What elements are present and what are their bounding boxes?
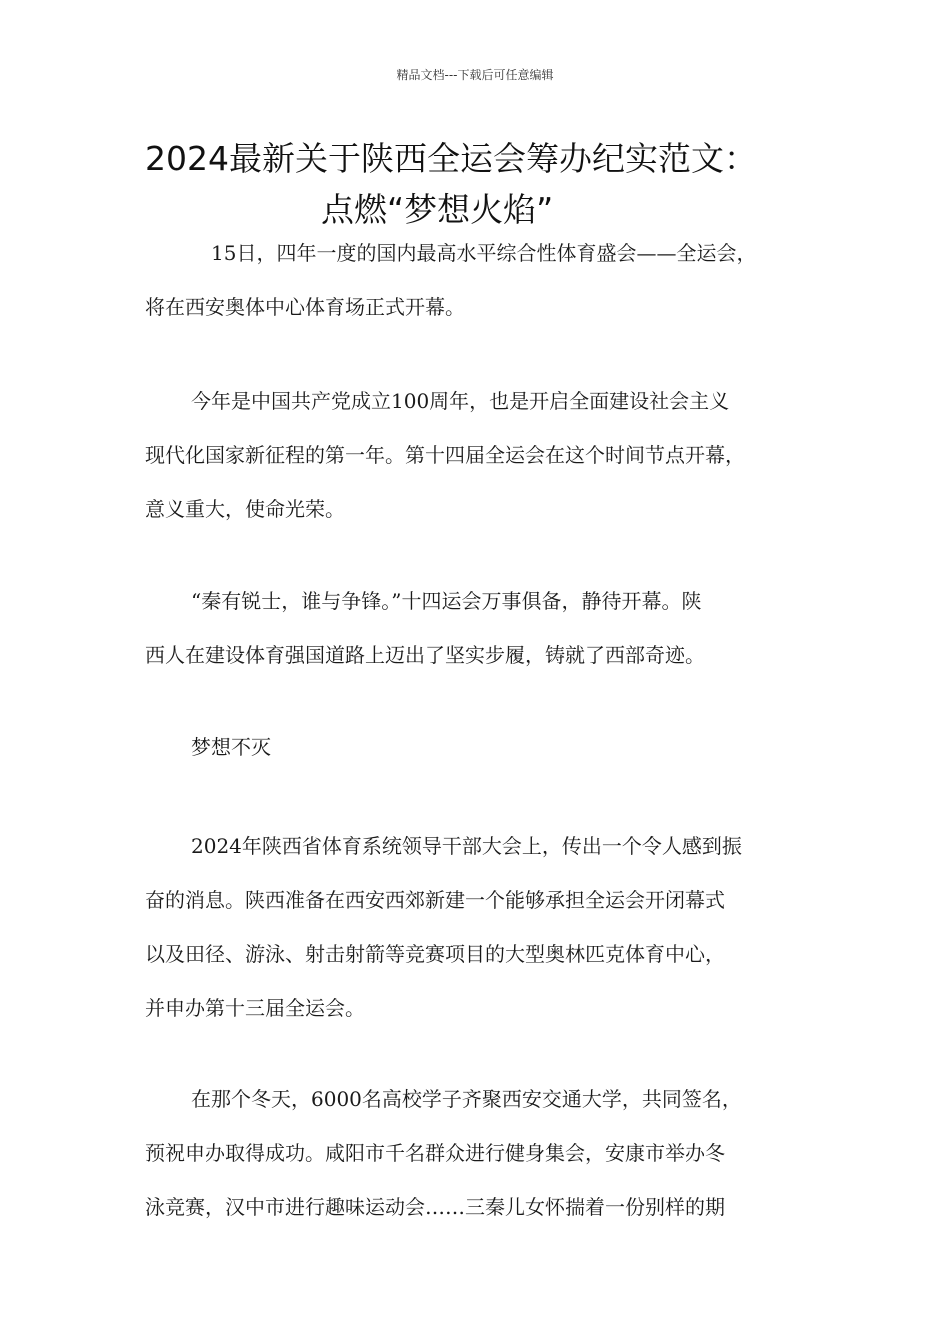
paragraph-line: 2024年陕西省体育系统领导干部大会上，传出一个令人感到振 xyxy=(191,834,742,858)
paragraph-line: 意义重大，使命光荣。 xyxy=(145,497,345,521)
document-title-line-2: 点燃“梦想火焰” xyxy=(321,190,554,229)
header-note: 精品文档---下载后可任意编辑 xyxy=(396,68,554,82)
paragraph-line: 预祝申办取得成功。咸阳市千名群众进行健身集会，安康市举办冬 xyxy=(145,1141,725,1165)
paragraph-line: 今年是中国共产党成立100周年，也是开启全面建设社会主义 xyxy=(191,389,730,413)
paragraph-line: “秦有锐士，谁与争锋。”十四运会万事俱备，静待开幕。陕 xyxy=(191,589,702,613)
paragraph-line: 并申办第十三届全运会。 xyxy=(145,996,365,1020)
paragraph-line: 在那个冬天，6000名高校学子齐聚西安交通大学，共同签名， xyxy=(191,1087,742,1111)
paragraph-3 xyxy=(145,574,815,682)
document-title-line-1: 2024最新关于陕西全运会筹办纪实范文： xyxy=(145,139,757,178)
paragraph-line: 将在西安奥体中心体育场正式开幕。 xyxy=(145,295,465,319)
paragraph-6 xyxy=(145,1072,815,1234)
paragraph-line: 现代化国家新征程的第一年。第十四届全运会在这个时间节点开幕， xyxy=(145,443,745,467)
paragraph-5 xyxy=(145,819,815,1035)
section-heading xyxy=(145,720,815,774)
paragraph-line: 15日，四年一度的国内最高水平综合性体育盛会——全运会， xyxy=(211,241,757,265)
paragraph-2 xyxy=(145,374,815,536)
paragraph-line: 以及田径、游泳、射击射箭等竞赛项目的大型奥林匹克体育中心， xyxy=(145,942,725,966)
paragraph-line: 泳竞赛，汉中市进行趣味运动会……三秦儿女怀揣着一份别样的期 xyxy=(145,1195,725,1219)
paragraph-line: 西人在建设体育强国道路上迈出了坚实步履，铸就了西部奇迹。 xyxy=(145,643,705,667)
paragraph-line: 奋的消息。陕西准备在西安西郊新建一个能够承担全运会开闭幕式 xyxy=(145,888,725,912)
paragraph-1 xyxy=(145,226,815,334)
paragraph-line: 梦想不灭 xyxy=(191,735,271,759)
